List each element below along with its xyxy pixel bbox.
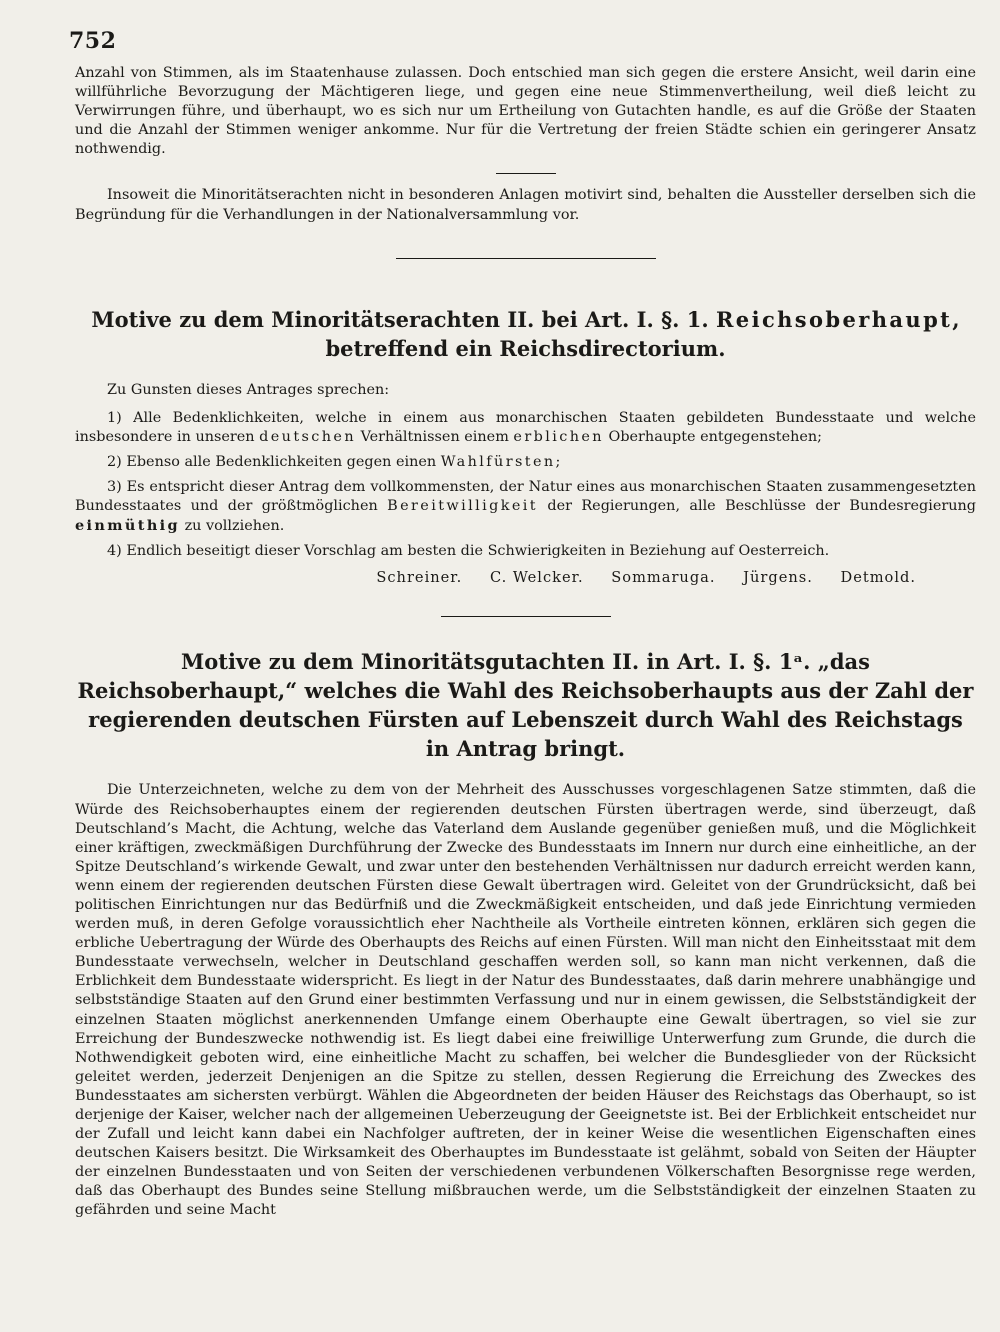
paragraph-body: Die Unterzeichneten, welche zu dem von der Mehrheit des Ausschusses vorgeschlagenen Satze stimmten, daß die Würde des Reichsoberhauptes einem der regierenden deutschen Fürsten übertragen werde, sind überzeugt, daß Deutschland’s Macht, die Achtung, welche das Vaterland dem Auslande gegenüber genießen muß, und die Möglichkeit einer kräftigen, zweckmäßigen Durchführung der Zwecke des Bundesstaats im Innern nur durch eine einheitliche, an der Spitze Deutschland’s wirkende Gewalt, und zwar unter den bestehenden Verhältnissen nur dadurch erreicht werden kann, wenn einem der regierenden deutschen Fürsten diese Gewalt übertragen wird. Geleitet von der Grundrücksicht, daß bei politischen Einrichtungen nur das Bedürfniß und die Zweckmäßigkeit entscheiden, und daß jede Einrichtung vermieden werden muß, in deren Gefolge voraussichtlich eher Nachtheile als Vortheile eintreten können, erklären sich gegen die erbliche Uebertragung der Würde des Oberhaupts des Reichs auf einen Fürsten. Will man nicht den Einheitsstaat mit dem Bundesstaate verwechseln, welcher in Deutschland geschaffen werden soll, so kann man nicht verkennen, daß die Erblichkeit dem Bundesstaate widerspricht. Es liegt in der Natur des Bundesstaates, daß darin mehrere unabhängige und selbstständige Staaten auf den Grund einer bestimmten Verfassung und nur in einem gewissen, die Selbstständigkeit der einzelnen Staaten möglichst anerkennenden Umfange einem Oberhaupte eine Gewalt übertragen, so viel sie zur Erreichung der Bundeszwecke nothwendig ist. Es liegt dabei eine freiwillige Unterwerfung zum Grunde, die durch die Nothwendigkeit geboten wird, eine einheitliche Macht zu schaffen, bei welcher die Bundesglieder von der Rücksicht geleitet werden, jederzeit Denjenigen an die Spitze zu stellen, dessen Regierung die Erreichung des Zweckes des Bundesstaates am sichersten verbürgt. Wählen die Abgeordneten der beiden Häuser des Reichstags das Oberhaupt, so ist derjenige der Kaiser, welcher nach der allgemeinen Ueberzeugung der Geeignetste ist. Bei der Erblichkeit entscheidet nur der Zufall und leicht kann dabei ein Nachfolger auftreten, der in keiner Weise die wesentlichen Eigenschaften eines deutschen Kaisers besitzt. Die Wirksamkeit des Oberhauptes im Bundesstaate ist gelähmt, sobald von Seiten der Häupter der einzelnen Bundesstaaten und von Seiten der verschiedenen verbundenen Völkerschaften Besorgnisse rege werden, daß das Oberhaupt des Bundes seine Stellung mißbrauchen werde, um die Selbstständigkeit der einzelnen Staaten zu gefährden und seine Macht [75,782,976,1219]
list-item-3 [75,478,976,536]
section-heading-wahl-reichsoberhaupt: Motive zu dem Minoritätsgutachten II. in Art. I. §. 1ᵃ. „das Reichsoberhaupt,“ welches die Wahl des Reichsoberhaupts aus der Zahl der regierenden deutschen Fürsten auf Lebenszeit durch Wahl des Reichstags in Antrag bringt. [77,649,974,762]
spaced-term: erblichen [513,428,604,445]
text-run: Oberhaupte entgegenstehen; [603,428,823,445]
page-number: 752 [69,28,117,54]
separator-rule [441,616,611,617]
text-run: 2) Ebenso alle Bedenklichkeiten gegen einen [107,453,441,470]
list-item-2 [75,453,976,472]
signature-name: Schreiner. [376,569,463,587]
spaced-term: Wahlfürsten [440,453,556,470]
text-run: Verhältnissen einem [356,428,514,445]
list-item-1 [75,409,976,447]
heading-part: Motive zu dem Minoritätserachten II. bei Art. I. §. 1. [91,306,716,332]
spaced-term: Bereitwilligkeit [387,498,538,515]
signature-name: Jürgens. [743,569,813,587]
signature-name: C. Welcker. [489,569,584,587]
list-item-4: 4) Endlich beseitigt dieser Vorschlag am besten die Schwierigkeiten in Beziehung auf Oesterreich. [107,543,830,560]
heading-part: , betreffend ein Reichsdirectorium. [325,306,960,361]
spaced-term: einmüthig [75,517,181,535]
separator-rule [396,258,656,259]
section-heading-reichsdirectorium [75,305,976,363]
spaced-term: deutschen [259,428,357,445]
separator-rule [496,173,556,174]
text-run: zu vollziehen. [180,518,285,535]
text-run: 3) Es entspricht dieser Antrag dem vollkommensten, der Natur eines aus monarchischen Staaten zusammengesetzten Bundesstaates und der größtmöglichen [75,479,976,515]
signature-name: Detmold. [840,569,916,587]
signatures [75,569,976,586]
paragraph-reservation: Insoweit die Minoritätserachten nicht in besonderen Anlagen motivirt sind, behalten die Aussteller derselben sich die Begründung für die Verhandlungen in der Nationalversammlung vor. [75,187,976,223]
paragraph-continued: Anzahl von Stimmen, als im Staatenhause zulassen. Doch entschied man sich gegen die erstere Ansicht, weil darin eine willführliche Bevorzugung der Mächtigeren liege, und gegen eine neue Stimmenvertheilung, weil dieß leicht zu Verwirrungen führe, und überhaupt, wo es sich nur um Ertheilung von Gutachten handle, es auf die Größe der Staaten und die Anzahl der Stimmen weniger ankomme. Nur für die Vertretung der freien Städte schien ein geringerer Ansatz nothwendig. [75,65,976,158]
text-run: ; [555,453,561,470]
heading-spaced-term: Reichsoberhaupt [715,306,953,332]
text-run: 1) Alle Bedenklichkeiten, welche in einem aus monarchischen Staaten gebildeten Bundesstaate und welche insbesondere in unseren [75,409,976,445]
signature-name: Sommaruga. [611,569,716,587]
list-intro: Zu Gunsten dieses Antrages sprechen: [107,381,390,398]
argument-list [75,381,976,562]
text-run: der Regierungen, alle Beschlüsse der Bundesregierung [537,498,976,515]
